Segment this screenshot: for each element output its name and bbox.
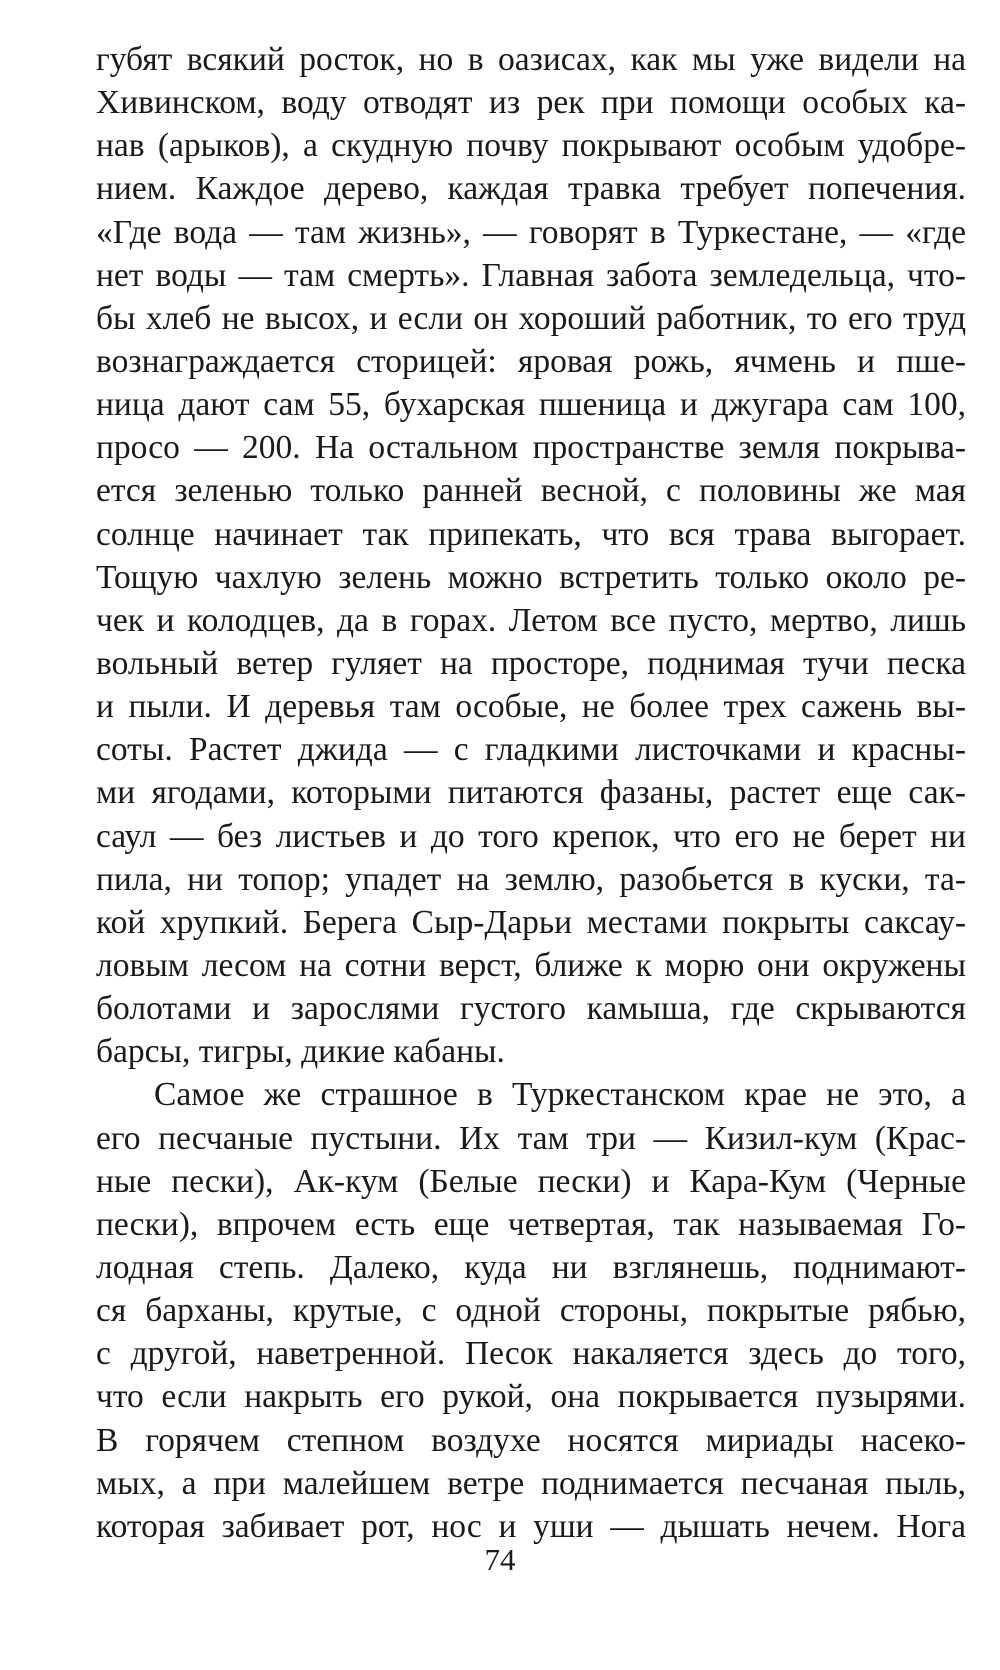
text-line: саул — без листьев и до того крепок, что его не берет ни [96, 817, 966, 855]
text-line: просо — 200. На остальном пространстве земля покрыва- [96, 429, 966, 467]
body-text [96, 38, 966, 1548]
text-line: мых, а при малейшем ветре поднимается песчаная пыль, [96, 1464, 966, 1502]
text-line: болотами и зарослями густого камыша, где скрываются [96, 990, 966, 1028]
text-line: и пыли. И деревья там особые, не более трех сажень вы- [96, 688, 966, 726]
text-line: пила, ни топор; упадет на землю, разобьется в куски, та- [96, 860, 966, 898]
text-line: В горячем степном воздухе носятся мириады насеко- [96, 1421, 966, 1459]
text-line: «Где вода — там жизнь», — говорят в Туркестане, — «где [96, 213, 966, 251]
text-line: с другой, наветренной. Песок накаляется здесь до того, [96, 1335, 966, 1373]
text-line: Самое же страшное в Туркестанском крае не это, а [154, 1076, 966, 1114]
text-line: солнце начинает так припекать, что вся трава выгорает. [96, 515, 966, 553]
paragraph [96, 1073, 966, 1548]
text-line: ется зеленью только ранней весной, с половины же мая [96, 472, 966, 510]
text-line: чек и колодцев, да в горах. Летом все пусто, мертво, лишь [96, 601, 966, 639]
text-line: его песчаные пустыни. Их там три — Кизил-кум (Крас- [96, 1119, 966, 1157]
text-line: ловым лесом на сотни верст, ближе к морю они окружены [96, 946, 966, 984]
text-line: соты. Растет джида — с гладкими листочками и красны- [96, 731, 966, 769]
text-line: нав (арыков), а скудную почву покрывают особым удобре- [96, 127, 966, 165]
text-line: нием. Каждое дерево, каждая травка требует попечения. [96, 170, 966, 208]
text-line: ся барханы, крутые, с одной стороны, покрытые рябью, [96, 1292, 966, 1330]
text-line: ница дают сам 55, бухарская пшеница и джугара сам 100, [96, 386, 966, 424]
text-line: губят всякий росток, но в оазисах, как мы уже видели на [96, 41, 966, 78]
text-line: нет воды — там смерть». Главная забота земледельца, что- [96, 256, 966, 294]
page-number: 74 [484, 1542, 516, 1577]
text-line: кой хрупкий. Берега Сыр-Дарьи местами покрыты саксау- [96, 903, 966, 941]
text-line: Тощую чахлую зелень можно встретить только около ре- [96, 558, 966, 596]
text-line: ми ягодами, которыми питаются фазаны, растет еще сак- [96, 774, 966, 812]
text-line: которая забивает рот, нос и уши — дышать нечем. Нога [96, 1507, 966, 1545]
text-line: лодная степь. Далеко, куда ни взглянешь, поднимают- [96, 1248, 966, 1286]
text-line: вознаграждается сторицей: яровая рожь, ячмень и пше- [96, 342, 966, 380]
text-line: Хивинском, воду отводят из рек при помощи особых ка- [96, 84, 966, 122]
text-line: что если накрыть его рукой, она покрывается пузырями. [96, 1378, 966, 1416]
text-line: барсы, тигры, дикие кабаны. [96, 1033, 505, 1071]
text-line: пески), впрочем есть еще четвертая, так называемая Го- [96, 1205, 966, 1243]
text-line: вольный ветер гуляет на просторе, поднимая тучи песка [96, 644, 966, 682]
paragraph [96, 38, 966, 1073]
text-line: бы хлеб не высох, и если он хороший работник, то его труд [96, 299, 966, 337]
text-line: ные пески), Ак-кум (Белые пески) и Кара-Кум (Черные [96, 1162, 966, 1200]
